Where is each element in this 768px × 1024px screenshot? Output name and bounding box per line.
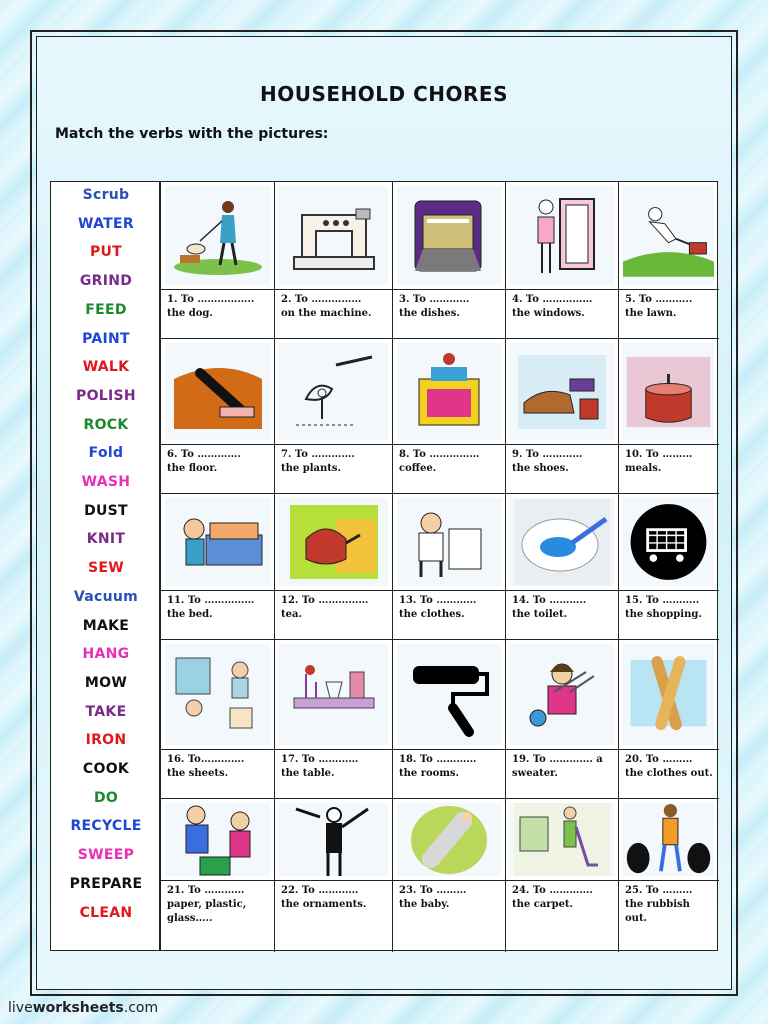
grid-cell [393,182,506,339]
verb-item[interactable]: COOK [82,761,130,777]
caption-divider [619,289,719,290]
caption-divider [275,289,392,290]
rubbish-bags-icon[interactable] [623,803,714,876]
ironing-icon[interactable] [397,498,501,586]
caption-line2: the sheets. [167,768,229,779]
footer-brand-name: worksheets [32,1000,124,1016]
caption-line2: the rooms. [399,768,460,779]
caption-divider [393,289,505,290]
caption-line2: the plants. [281,463,342,474]
grid-cell [161,494,275,640]
making-bed-icon[interactable] [165,498,270,586]
caption-line1[interactable]: 24. To …………. [512,885,593,896]
caption-divider [161,444,274,445]
grid-cell [161,182,275,339]
grid-cell [619,182,719,339]
caption-line1[interactable]: 4. To …………… [512,294,593,305]
caption-line2: the bed. [167,609,213,620]
caption-divider [275,590,392,591]
caption-line2: on the machine. [281,308,372,319]
page-title: HOUSEHOLD CHORES [260,82,508,106]
picture-grid [160,181,718,951]
grid-cell [393,799,506,952]
verb-item[interactable]: MOW [84,674,128,691]
coffee-grinder-icon[interactable] [397,343,501,440]
footer-brand[interactable] [8,1000,158,1016]
verb-item[interactable]: KNIT [86,531,126,548]
grid-cell [275,182,393,339]
caption-line1[interactable]: 10. To ……… [625,449,693,460]
grid-cell [619,799,719,952]
caption-line1[interactable]: 9. To ………… [512,449,583,460]
caption-divider [393,749,505,750]
caption-divider [275,880,392,881]
caption-divider [506,289,618,290]
caption-line2: the lawn. [625,308,677,319]
baby-bottle-icon[interactable] [397,803,501,876]
vacuum-icon[interactable] [510,803,614,876]
caption-divider [161,289,274,290]
grid-cell [275,640,393,799]
grid-cell [275,494,393,640]
caption-line2: paper, plastic, glass….. [167,899,247,924]
caption-line2: the clothes. [399,609,465,620]
verb-item[interactable]: Vacuum [73,588,139,605]
caption-line2: the floor. [167,463,218,474]
verb-item[interactable]: WALK [82,359,130,376]
caption-line1[interactable]: 7. To …………. [281,449,355,460]
clothes-peg-icon[interactable] [623,644,714,745]
caption-line2: the toilet. [512,609,568,620]
teapot-icon[interactable] [279,498,388,586]
caption-line2: the shopping. [625,609,702,620]
knitting-icon[interactable] [510,644,614,745]
verb-item[interactable]: PAINT [82,330,130,347]
caption-line2: the dog. [167,308,213,319]
caption-divider [619,880,719,881]
paint-roller-icon[interactable] [397,644,501,745]
caption-line2: the table. [281,768,335,779]
caption-line1[interactable]: 5. To ……….. [625,294,693,305]
caption-line2: the dishes. [399,308,460,319]
verb-item[interactable]: CLEAN [79,904,133,921]
grid-cell [506,799,619,952]
watering-can-icon[interactable] [279,343,388,440]
recycling-kids-icon[interactable] [165,803,270,876]
verb-item[interactable]: RECYCLE [70,818,142,835]
table-setting-icon[interactable] [279,644,388,745]
verb-item[interactable]: Fold [88,445,124,462]
folding-sheets-icon[interactable] [165,644,270,745]
caption-line1[interactable]: 2. To …………… [281,294,362,305]
shopping-cart-icon[interactable] [623,498,714,586]
caption-divider [506,444,618,445]
grid-cell [393,494,506,640]
verb-list [50,181,160,951]
verb-item[interactable]: PUT [89,244,123,261]
verb-item[interactable]: FEED [85,301,127,318]
verb-item[interactable]: WATER [78,215,134,232]
grid-cell [506,182,619,339]
footer-suffix: .com [123,1000,159,1016]
caption-line1[interactable]: 19. To …………. a [512,754,603,765]
caption-line1[interactable]: 22. To ………… [281,885,359,896]
verb-item[interactable]: DO [93,789,119,806]
grid-cell [619,494,719,640]
caption-line1[interactable]: 6. To …………. [167,449,241,460]
grid-cell [275,799,393,952]
caption-divider [393,444,505,445]
grid-cell [619,339,719,494]
lawnmower-icon[interactable] [623,186,714,285]
caption-line2: the clothes out. [625,768,713,779]
caption-divider [161,749,274,750]
verb-item[interactable]: SEW [88,560,124,577]
caption-line1[interactable]: 3. To ………… [399,294,470,305]
grid-cell [161,339,275,494]
caption-line2: the ornaments. [281,899,367,910]
grid-cell [506,640,619,799]
caption-line2: coffee. [399,463,437,474]
caption-line1[interactable]: 15. To ……….. [625,595,700,606]
verb-item[interactable]: DUST [84,502,128,519]
caption-divider [619,749,719,750]
caption-line1[interactable]: 18. To ………… [399,754,477,765]
instructions: Match the verbs with the pictures: [55,126,329,142]
caption-divider [506,590,618,591]
caption-line2: the shoes. [512,463,569,474]
verb-item[interactable]: WASH [81,474,131,490]
caption-divider [393,590,505,591]
grid-cell [619,640,719,799]
dusting-icon[interactable] [279,803,388,876]
grid-cell [393,339,506,494]
verb-item[interactable]: SWEEP [77,847,135,864]
caption-line2: the baby. [399,899,450,910]
caption-divider [275,444,392,445]
verb-item[interactable]: Scrub [82,187,130,203]
verb-item[interactable]: MAKE [82,617,130,634]
caption-divider [393,880,505,881]
verb-item[interactable]: ROCK [83,416,129,433]
sewing-machine-icon[interactable] [279,186,388,285]
caption-line1[interactable]: 11. To …………… [167,595,255,606]
caption-divider [275,749,392,750]
toilet-icon[interactable] [510,498,614,586]
caption-divider [619,590,719,591]
grid-cell [506,339,619,494]
caption-line2: meals. [625,463,662,474]
caption-line1[interactable]: 16. To…………. [167,754,245,765]
grid-cell [161,640,275,799]
caption-divider [506,880,618,881]
caption-line2: tea. [281,609,302,620]
dishwasher-icon[interactable] [397,186,501,285]
caption-line1[interactable]: 21. To ………… [167,885,245,896]
caption-line2: sweater. [512,768,558,779]
caption-divider [161,590,274,591]
caption-line2: the rubbish out. [625,899,690,924]
grid-cell [506,494,619,640]
verb-item[interactable]: IRON [85,732,127,749]
verb-item[interactable]: GRIND [79,273,133,290]
grid-cell [393,640,506,799]
window-cleaning-icon[interactable] [510,186,614,285]
caption-line2: the windows. [512,308,585,319]
grid-cell [275,339,393,494]
walking-dog-icon[interactable] [165,186,270,285]
caption-divider [161,880,274,881]
shoe-polish-icon[interactable] [510,343,614,440]
caption-line1[interactable]: 17. To ………… [281,754,359,765]
caption-line1[interactable]: 25. To ……… [625,885,693,896]
caption-line1[interactable]: 23. To ……… [399,885,467,896]
caption-divider [619,444,719,445]
cooking-pot-icon[interactable] [623,343,714,440]
caption-line2: the carpet. [512,899,574,910]
caption-line1[interactable]: 13. To ………… [399,595,477,606]
caption-line1[interactable]: 20. To ……… [625,754,693,765]
caption-line1[interactable]: 1. To …………….. [167,294,255,305]
caption-line1[interactable]: 12. To …………… [281,595,369,606]
scrub-brush-icon[interactable] [165,343,270,440]
verb-item[interactable]: POLISH [76,387,136,404]
verb-item[interactable]: PREPARE [69,875,143,892]
grid-cell [161,799,275,952]
verb-item[interactable]: HANG [82,646,130,663]
caption-line1[interactable]: 8. To …………… [399,449,480,460]
verb-item[interactable]: TAKE [85,703,127,720]
caption-line1[interactable]: 14. To ……….. [512,595,587,606]
caption-divider [506,749,618,750]
footer-prefix: live [8,1000,33,1016]
